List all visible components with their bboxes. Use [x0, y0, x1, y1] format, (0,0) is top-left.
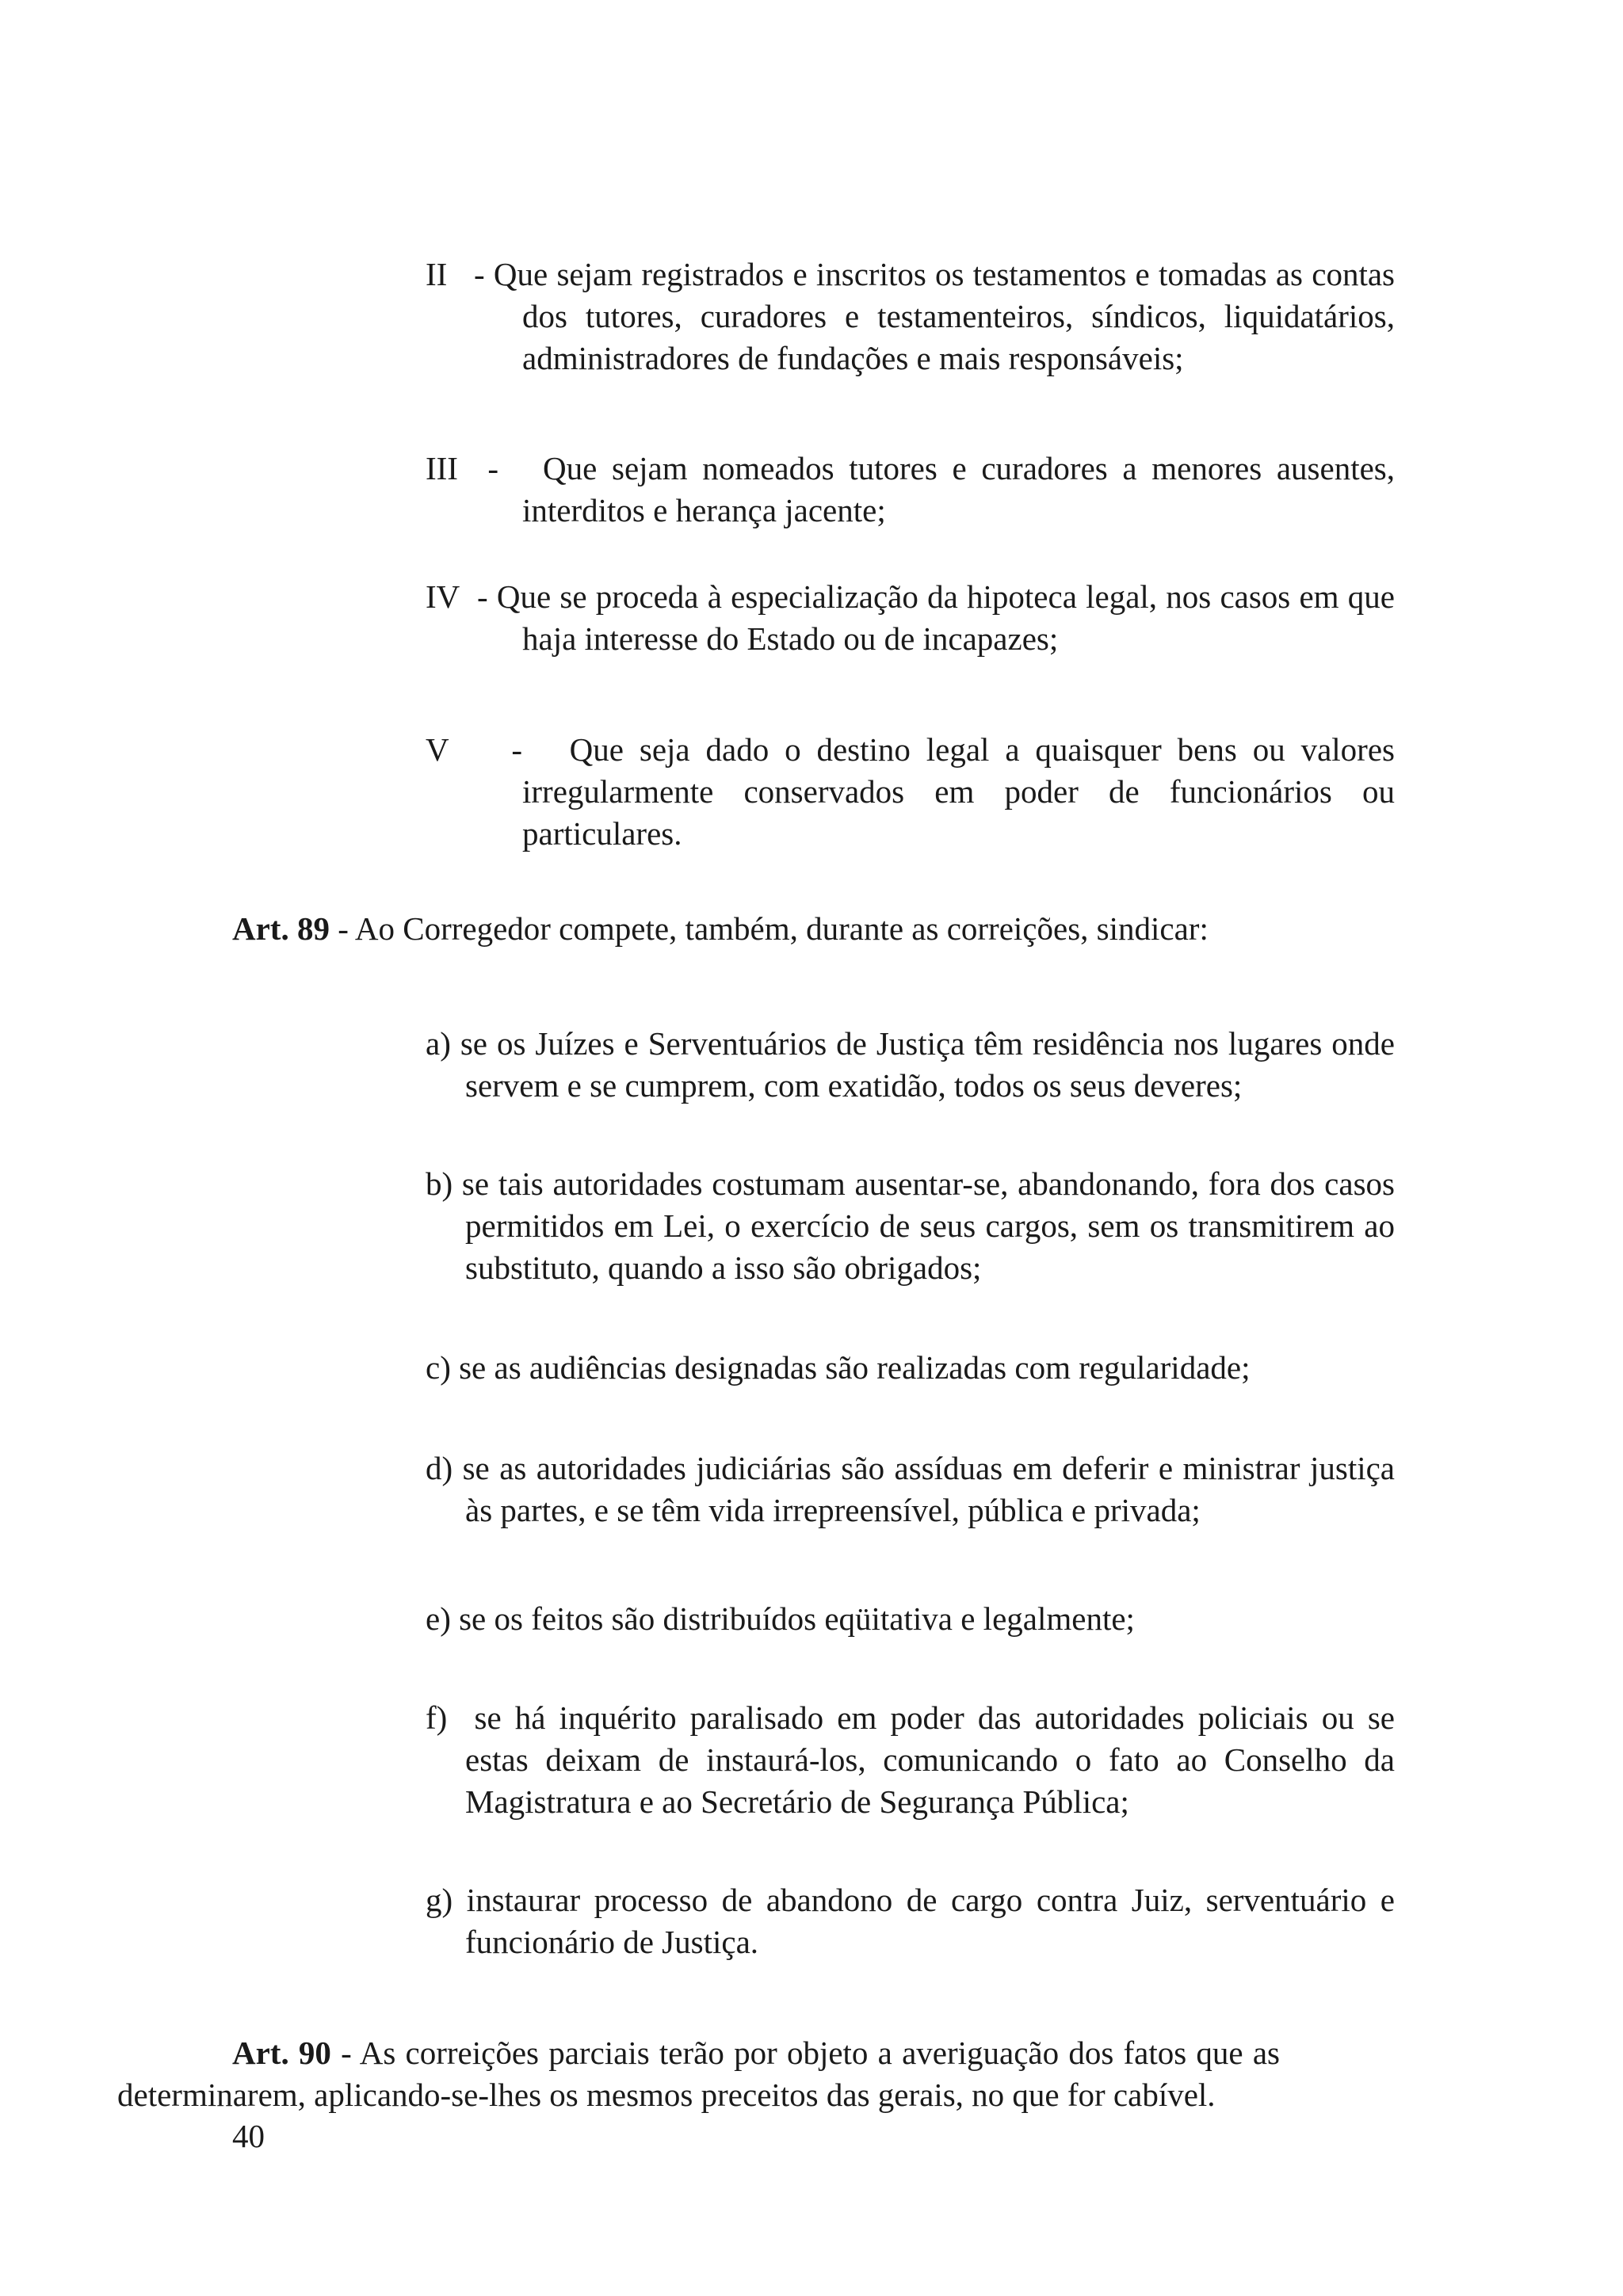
item-d-text: d) se as autoridades judiciárias são assíduas em deferir e ministrar justiça às partes, e se têm vida irrepreensível, pública e privada;	[426, 1450, 1403, 1528]
item-iii	[426, 448, 1403, 532]
article-89-number: Art. 89	[232, 910, 330, 947]
item-b-text: b) se tais autoridades costumam ausentar-se, abandonando, fora dos casos permitidos em Lei, o exercício de seus cargos, sem os transmitirem ao substituto, quando a isso são obrigados;	[426, 1165, 1403, 1286]
article-90	[117, 2032, 1280, 2116]
article-90-number: Art. 90	[232, 2035, 331, 2071]
item-v-text: V - Que seja dado o destino legal a quaisquer bens ou valores irregularmente conservados em poder de funcionários ou particulares.	[426, 731, 1403, 852]
item-iv-text: IV - Que se proceda à especialização da hipoteca legal, nos casos em que haja interesse do Estado ou de incapazes;	[426, 578, 1403, 657]
item-a	[426, 1023, 1403, 1107]
item-g-text: g) instaurar processo de abandono de cargo contra Juiz, serventuário e funcionário de Justiça.	[426, 1882, 1403, 1960]
article-90-text: - As correições parciais terão por objeto a averiguação dos fatos que as determinarem, aplicando-se-lhes os mesmos preceitos das gerais, no que for cabível.	[117, 2035, 1280, 2113]
item-ii	[426, 254, 1403, 379]
item-ii-text: II - Que sejam registrados e inscritos os testamentos e tomadas as contas dos tutores, curadores e testamenteiros, síndicos, liquidatários, administradores de fundações e mais responsáveis;	[426, 256, 1403, 376]
article-89-text: - Ao Corregedor compete, também, durante as correições, sindicar:	[329, 910, 1209, 947]
item-a-text: a) se os Juízes e Serventuários de Justiça têm residência nos lugares onde servem e se cumprem, com exatidão, todos os seus deveres;	[426, 1025, 1403, 1104]
item-iv	[426, 576, 1403, 660]
item-v	[426, 729, 1403, 855]
item-d	[426, 1447, 1403, 1531]
item-e	[426, 1598, 1395, 1640]
item-b	[426, 1163, 1403, 1289]
item-e-text: e) se os feitos são distribuídos eqüitativa e legalmente;	[426, 1600, 1135, 1637]
item-f	[426, 1697, 1403, 1823]
item-g	[426, 1879, 1403, 1963]
page-number: 40	[232, 2118, 265, 2154]
article-89	[232, 908, 1395, 950]
item-f-text: f) se há inquérito paralisado em poder das autoridades policiais ou se estas deixam de instaurá-los, comunicando o fato ao Conselho da Magistratura e ao Secretário de Segurança Pública;	[426, 1699, 1403, 1820]
item-iii-text: III - Que sejam nomeados tutores e curadores a menores ausentes, interditos e herança jacente;	[426, 450, 1403, 528]
item-c-text: c) se as audiências designadas são realizadas com regularidade;	[426, 1349, 1251, 1386]
item-c	[426, 1347, 1395, 1389]
